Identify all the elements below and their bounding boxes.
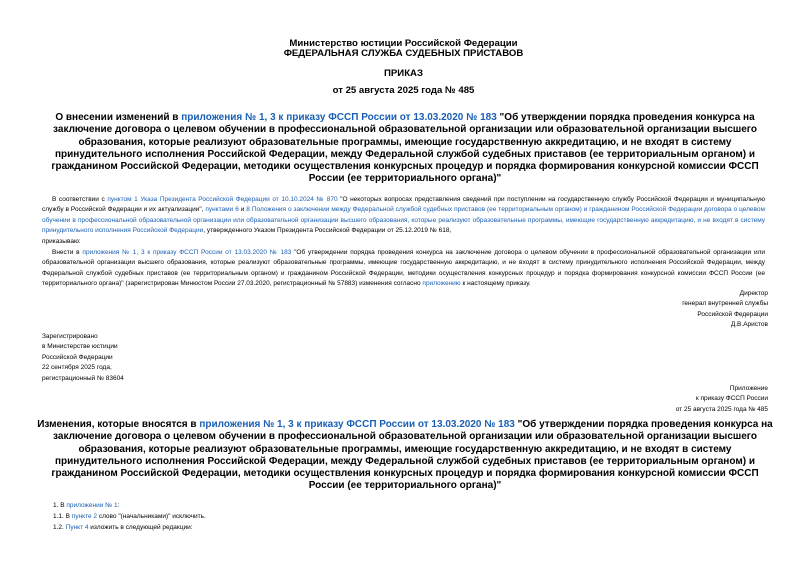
item-text: :	[117, 502, 120, 509]
item-text: слово "(начальниками)" исключить.	[97, 513, 206, 520]
item-text: 1.2.	[53, 524, 66, 531]
service-name: ФЕДЕРАЛЬНАЯ СЛУЖБА СУДЕБНЫХ ПРИСТАВОВ	[283, 48, 524, 59]
preamble-text: "О некоторых вопросах представления сведений при поступлении на государственную службу Российской Федерации и муниципальную службу в Российской Федерации и их актуализации",	[42, 196, 766, 214]
appendix-date: от 25 августа 2025 года № 485	[675, 405, 768, 413]
registration-line-1: Зарегистрировано	[42, 333, 98, 340]
appendix-order: к приказу ФССП России	[695, 395, 768, 403]
doc-type: ПРИКАЗ	[384, 68, 423, 79]
order-text: Внести в	[52, 249, 83, 256]
registration-number: регистрационный № 83604	[42, 374, 124, 382]
signature-name: Д.В.Аристов	[730, 321, 768, 329]
order-text: к настоящему приказу.	[460, 280, 531, 288]
title-rest: "Об утверждении порядка проведения конкурса на заключение договора о целевом обучении в профессиональной образовательной организации или образовательной организации высшего образования, которые реализуют образовательные программы, имеющие государственную аккредитацию, и не входят в систему принудительного исполнения Российской Федерации, между Федеральной службой судебных приставов (ее территориальным органом) и гражданином Российской Федерации, методики осуществления конкурсных процедур и порядка формирования конкурсной комиссии ФССП России (ее территориального органа)"	[51, 112, 759, 185]
order-title	[36, 112, 774, 186]
item-1	[53, 501, 753, 511]
signature-block	[500, 289, 768, 331]
order-verb: приказываю:	[42, 238, 81, 245]
appendix-label: Приложение	[729, 385, 768, 392]
changes-title	[36, 419, 774, 493]
regulation-link[interactable]: 8 Положения о заключении между Федеральной службой судебных приставов (ее территориальным органом) и гражданином Российской Федерации договора о целевом обучении в профессиональной образовательной организации или образовательной организации высшего образования, которые реализуют образовательные программы, имеющие государственную аккредитацию, и не входят в систему принудительного исполнения Российской Федерации	[42, 206, 765, 235]
changes-prefix: Изменения, которые вносятся в	[37, 419, 200, 430]
signature-position: Директор	[739, 290, 768, 297]
appendix-1-link[interactable]: приложении № 1	[66, 502, 118, 509]
preamble-text: , утвержденного Указом Президента Российской Федерации от 25.12.2019 № 618,	[203, 227, 452, 235]
item-text: 1. В	[53, 502, 67, 509]
ministry-name: Министерство юстиции Российской Федерации	[289, 38, 518, 49]
appendix-reference	[500, 384, 768, 415]
changes-rest: "Об утверждении порядка проведения конкурса на заключение договора о целевом обучении в профессиональной образовательной организации или образовательной организации высшего образования, которые реализуют образовательные программы, имеющие государственную аккредитацию, и не входят в систему принудительного исполнения Российской Федерации, между Федеральной службой судебных приставов (ее территориальным органом) и гражданином Российской Федерации, методики осуществления конкурсных процедур и порядка формирования конкурсной комиссии ФССП России (ее территориального органа)"	[51, 419, 773, 492]
registration-date: 22 сентября 2025 года,	[42, 364, 112, 372]
registration-line-3: Российской Федерации	[42, 353, 113, 361]
doc-date: от 25 августа 2025 года № 485	[332, 85, 475, 96]
item-text: 1.1. В	[53, 513, 72, 520]
item-1-2	[53, 523, 753, 533]
title-link[interactable]: приложения № 1, 3 к приказу ФССП России от 13.03.2020 № 183	[181, 112, 497, 123]
item-1-1	[53, 512, 753, 522]
changes-link[interactable]: приложения № 1, 3 к приказу ФССП России от 13.03.2020 № 183	[199, 419, 515, 430]
preamble-text: и	[238, 206, 247, 214]
order-text: "Об утверждении порядка проведения конкурса на заключение договора о целевом обучении в профессиональной образовательной организации или образовательной организации высшего образования, которые реализуют образовательные программы, имеющие государственную аккредитацию, и не входят в систему принудительного исполнения Российской Федерации, между Федеральной службой судебных приставов (ее территориальным органом) и гражданином Российской Федерации, методики осуществления конкурсных процедур и порядка формирования конкурсной комиссии ФССП России (ее территориального органа)" (зарегистрирован Минюстом России 27.03.2020, регистрационный № 57883) изменения согласно	[42, 249, 765, 288]
signature-rank: генерал внутренней службы	[682, 300, 768, 308]
points-6-link[interactable]: пунктами 6	[205, 206, 239, 214]
preamble-paragraph	[42, 195, 765, 237]
signature-country: Российской Федерации	[697, 310, 768, 318]
order-183-link[interactable]: приложения № 1, 3 к приказу ФССП России от 13.03.2020 № 183	[82, 249, 292, 256]
point-4-link[interactable]: Пункт 4	[65, 524, 89, 531]
registration-block	[42, 332, 342, 384]
appendix-link[interactable]: приложению	[422, 280, 461, 288]
title-prefix: О внесении изменений в	[55, 112, 182, 123]
item-text: изложить в следующей редакции:	[88, 524, 193, 531]
decree-870-link[interactable]: пунктом 1 Указа Президента Российской Федерации от 10.10.2024 № 870	[107, 196, 338, 203]
point-2-link[interactable]: пункте 2	[71, 513, 98, 520]
registration-line-2: в Министерстве юстиции	[42, 343, 118, 351]
order-paragraph	[42, 248, 765, 290]
preamble-text: В соответствии с	[52, 196, 108, 203]
